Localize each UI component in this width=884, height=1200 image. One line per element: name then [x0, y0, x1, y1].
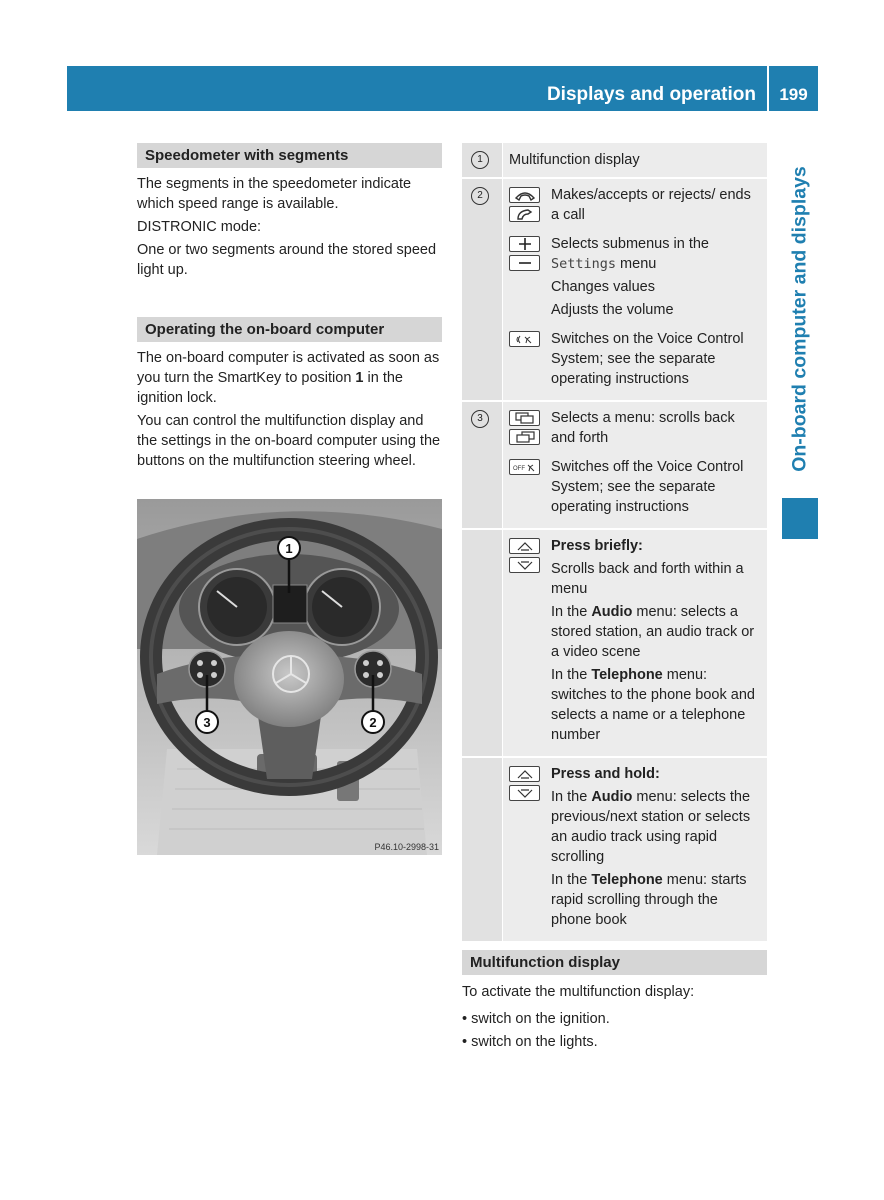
row-number: 1	[471, 151, 489, 169]
header-title: Displays and operation	[546, 84, 756, 105]
side-tab	[782, 142, 818, 497]
phone-reject-icon	[509, 206, 540, 222]
callout-2	[362, 711, 384, 733]
svg-text:3: 3	[203, 715, 211, 730]
arrow-up-icon	[509, 766, 540, 782]
phone-desc: Makes/accepts or rejects/ ends a call	[551, 187, 751, 223]
table-row	[462, 179, 767, 402]
speedometer-text	[137, 174, 442, 280]
menu-desc: Selects a menu: scrolls back and forth	[551, 410, 735, 446]
arrow-down-icon	[509, 785, 540, 801]
page-header	[67, 66, 818, 111]
arrow-down-icon	[509, 557, 540, 573]
page-number: 199	[779, 85, 808, 104]
row-text: Multifunction display	[509, 152, 640, 168]
menu-forward-icon	[509, 429, 540, 445]
telephone-brief-desc: In the Telephone menu: switches to the phone book and selects a name or a telephone number	[551, 667, 755, 743]
volume-desc: Adjusts the volume	[551, 302, 674, 318]
audio-brief-desc: In the Audio menu: selects a stored station, an audio track or a video scene	[551, 604, 755, 660]
plus-icon	[509, 236, 540, 252]
changes-desc: Changes values	[551, 279, 655, 295]
minus-icon	[509, 255, 540, 271]
steering-wheel-photo	[137, 499, 442, 855]
press-briefly-label: Press briefly:	[551, 538, 643, 554]
table-row	[462, 402, 767, 530]
menu-back-icon	[509, 410, 540, 426]
row-number: 3	[471, 410, 489, 428]
table-row	[462, 758, 767, 943]
onboard-p2: You can control the multifunction display and the settings in the on-board computer using the buttons on the multifunction steering wheel.	[137, 413, 441, 469]
table-row	[462, 143, 767, 179]
svg-text:OFF: OFF	[512, 465, 525, 472]
table-row	[462, 530, 767, 758]
onboard-text	[137, 348, 442, 471]
svg-text:1: 1	[285, 541, 293, 556]
mfd-heading: Multifunction display	[462, 950, 767, 975]
figure-ref: P46.10-2998-31	[374, 842, 439, 852]
scroll-desc: Scrolls back and forth within a menu	[551, 561, 744, 597]
onboard-heading: Operating the on-board computer	[137, 317, 442, 342]
speedometer-heading: Speedometer with segments	[137, 143, 442, 168]
onboard-p1: The on-board computer is activated as soon as you turn the SmartKey to position 1 in the ignition lock.	[137, 350, 440, 406]
press-hold-label: Press and hold:	[551, 766, 660, 782]
speedometer-p1: The segments in the speedometer indicate which speed range is available.	[137, 176, 412, 212]
voice-off-desc: Switches off the Voice Control System; see the separate operating instructions	[551, 459, 744, 515]
speedometer-p3: One or two segments around the stored speed light up.	[137, 242, 437, 278]
side-tab-label: On-board computer and displays	[788, 166, 811, 472]
list-item: • switch on the lights.	[462, 1034, 598, 1050]
voice-control-icon	[509, 331, 540, 347]
voice-desc: Switches on the Voice Control System; see the separate operating instructions	[551, 331, 744, 387]
callout-3	[196, 711, 218, 733]
svg-text:2: 2	[369, 715, 377, 730]
phone-accept-icon	[509, 187, 540, 203]
audio-hold-desc: In the Audio menu: selects the previous/next station or selects an audio track using rapid scrolling	[551, 789, 751, 865]
telephone-hold-desc: In the Telephone menu: starts rapid scrolling through the phone book	[551, 872, 747, 928]
row-number: 2	[471, 187, 489, 205]
callout-1	[278, 537, 300, 559]
list-item: • switch on the ignition.	[462, 1011, 610, 1027]
side-tab-marker	[782, 498, 818, 539]
speedometer-p2: DISTRONIC mode:	[137, 219, 262, 235]
controls-table	[462, 143, 767, 943]
submenu-desc: Selects submenus in the Settings menu	[551, 236, 709, 272]
mfd-intro: To activate the multifunction display:	[462, 984, 695, 1000]
arrow-up-icon	[509, 538, 540, 554]
voice-off-icon	[509, 459, 540, 475]
